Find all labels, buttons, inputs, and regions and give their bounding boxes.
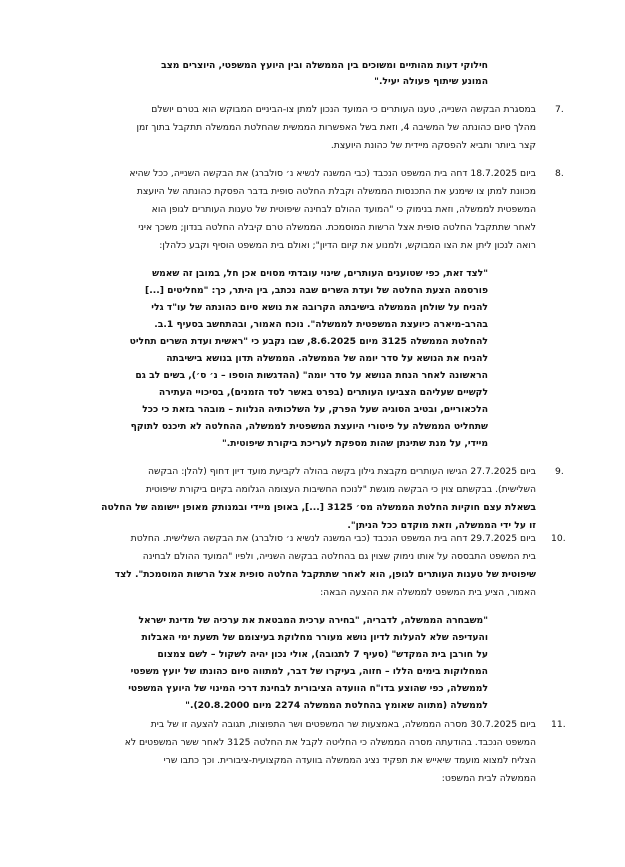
- p8-quote-line: פורסמה הצעת החלטה של ועדת השרים שבה נכתב, בין היתר, כך: "מחליטים [...]: [145, 285, 488, 296]
- p8-line: לאחר שתתקבל החלטה סופית אצל הרשות המוסמכת. הממשלה טרם קיבלה החלטה בנדון; משכך איני: [138, 222, 536, 233]
- p9-line: השלישית). בבקשתם צוין כי הבקשה מוגשת "לנוכח החשיבות העצומה הגלומה בקיום ביקורת שיפוטית: [145, 484, 536, 495]
- paragraph-number: 10.: [551, 533, 566, 544]
- p8-quote-line: לקשיים שעליהם הצביעו העותרים (בפרט באשר לסד הזמנים), בסיכויי העתירה: [158, 387, 488, 398]
- p10-quote-line: והעדיפה שלא להעלות לדיון נושא מעורר מחלוקת בעיצומם של תשעת ימי האבלות: [141, 632, 488, 643]
- p8-line: רואה לנכון ליתן את הצו המבוקש, ולמנוע את קיום הדיון"; ואולם בית המשפט הוסיף וקבע כלהלן:: [159, 240, 536, 251]
- p7-line: מהלך סיום כהונתה של המשיבה 4, וזאת בשל האפשרות הממשית שהחלטת הממשלה תתקבל בתוך זמן: [136, 122, 536, 133]
- p10-quote-line: לממשלה, כפי שהוצע בדו"ח הוועדה הציבורית לבחינת דרכי המינוי של היועץ המשפטי: [128, 683, 488, 694]
- p8-quote-line: בהרב-מיארה כיועצת המשפטית לממשלה". נוכח האמור, ובהתחשב בסעיף 1.ב.: [154, 319, 488, 330]
- p8-quote-line: להניח על שולחן הממשלה בישיבתה הקרובה את נושא סיום כהונתה של עו"ד גלי: [151, 302, 488, 313]
- p10-quote-line: לממשלה (מתווה שאומץ בהחלטת הממשלה 2274 מיום 20.8.2000).": [185, 700, 488, 711]
- intro-line: חילוקי דעות מהותיים ומשוכים בין הממשלה ובין היועץ המשפטי, היוצרים מצב: [161, 60, 488, 71]
- p7-line: קצר ביותר ותביא להפסקה מיידית של כהונת היועצת.: [330, 140, 536, 151]
- p9-line: בשאלת עצם חוקיות החלטת הממשלה מס׳ 3125 [...], באופן מיידי ובמנותק מאופן יישומה של החלטה: [101, 502, 536, 513]
- intro-line: המונע שיתוף פעולה יעיל.": [374, 76, 488, 87]
- p11-line: הצליח למצוא מועמד שיאייש את תפקיד נציג הממשלה בוועדה המקצועית-ציבורית. וכך כתבו שרי: [163, 755, 536, 766]
- p8-quote-line: להחלטת הממשלה 3125 מיום 8.6.2025, שבו נקבע כי "ראשית ועדת השרים תחליט: [129, 336, 488, 347]
- p9-line: זו על ידי הממשלה, וזאת מוקדם ככל הניתן".: [347, 520, 536, 531]
- p8-quote-line: שתחליט הממשלה על פיטורי היועצת המשפטית לממשלה, ההחלטה לא תיכנס לתוקף: [130, 421, 488, 432]
- p8-line: ביום 18.7.2025 דחה בית המשפט הנכבד (כבי המשנה לנשיא נ׳ סולברג) את הבקשה השנייה, ככל שהיא: [129, 168, 536, 179]
- p10-line: בית המשפט התבססה על אותו נימוק שצוין גם בהחלטה בבקשה השנייה, ולפיו "המועד ההולם לבחינה: [142, 551, 536, 562]
- p9-line: ביום 27.7.2025 הגישו העותרים מקבצת גילון בקשה בהולה לקביעת מועד דיון דחוף (להלן: הבקשה: [147, 466, 536, 477]
- p10-quote-line: המחלוקות בימים הללו – חזוה, בעיקרו של דבר, למתווה סיום כהונתו של יועץ משפטי: [130, 666, 488, 677]
- p8-quote-line: מיידי, על מנת שתינתן שהות מספקת לעריכת ביקורת שיפוטית.": [221, 438, 488, 449]
- paragraph-number: 11.: [551, 719, 566, 730]
- p10-quote-line: "משבחרה הממשלה, לדבריה, "בחירה ערכית המבטאת את ערכיה של מדינת ישראל: [138, 615, 488, 626]
- p11-line: הממשלה לבית המשפט:: [441, 773, 536, 784]
- p8-line: המשפטית לממשלה, וזאת בנימוק כי "המועד ההולם לבחינה שיפוטית של טענות העותרים לגופן הוא: [151, 204, 536, 215]
- p8-quote-line: הראשונה לאחר הנחת הנושא על סדר יומה" (ההדגשות הוספו – נ׳ ס׳), בשים לב גם: [135, 370, 488, 381]
- p10-quote-line: על חורבן בית המקדש" (סעיף 7 לתגובה), אולי נכון יהיה לשקול – לשם צמצום: [157, 649, 488, 660]
- p8-quote-line: "לצד זאת, כפי שטוענים העותרים, שינוי עובדתי מסוים אכן חל, במובן זה שאמש: [152, 268, 488, 279]
- p10-line: ביום 29.7.2025 דחה בית המשפט הנכבד (כבי המשנה לנשיא נ׳ סולברג) את הבקשה השלישית. החלטת: [130, 533, 536, 544]
- p8-quote-line: להניח את הנושא על סדר יומה של הממשלה. הממשלה תדון בנושא בישיבתה: [166, 353, 488, 364]
- paragraph-number: 7.: [555, 104, 564, 115]
- p8-quote-line: הלכאוריים, ובטיב הסוגיה שעל הפרק, על השלכותיה הנלוות – מובהר בזאת כי ככל: [142, 404, 488, 415]
- p10-line: האמור, הציע בית המשפט לממשלה את ההצעה הבאה:: [320, 587, 536, 598]
- p11-line: ביום 30.7.2025 מסרה הממשלה, באמצעות שר המשפטים ושר התפוצות, תגובה להצעה זו של בית: [150, 719, 536, 730]
- p10-line: שיפוטית של טענות העותרים לגופן, הוא לאחר שתתקבל החלטה סופית אצל הרשות המוסמכת". לצד: [114, 569, 536, 580]
- p7-line: במסגרת הבקשה השנייה, טענו העותרים כי המועד הנכון למתן צו-הביניים המבוקש הוא בטרם יושלם: [151, 104, 536, 115]
- p11-line: המשפט הנכבד. בהודעתה מסרה הממשלה כי החליטה לקבל את החלטה 3125 לאחר ששר המשפטים לא: [124, 737, 536, 748]
- p8-line: מכוונת למתן צו שימנע את התכנסות הממשלה וקבלת החלטה סופית בדבר הפסקת כהונתה של היועצת: [136, 186, 536, 197]
- paragraph-number: 9.: [555, 466, 564, 477]
- paragraph-number: 8.: [555, 168, 564, 179]
